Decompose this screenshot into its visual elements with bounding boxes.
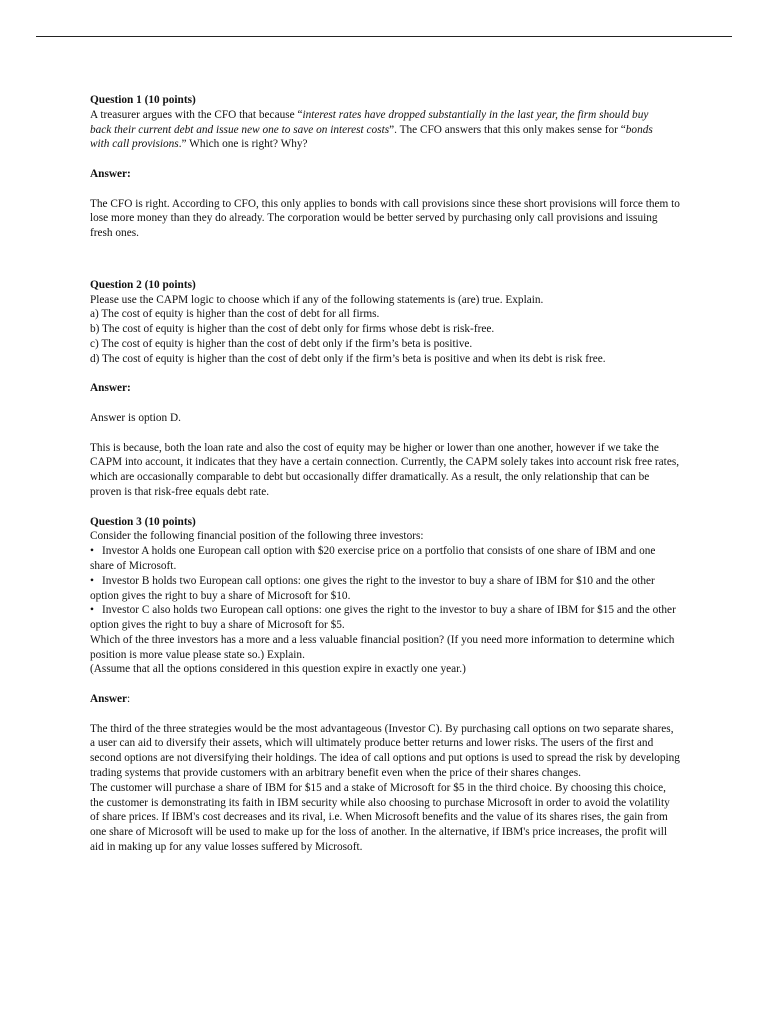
question-3 (90, 515, 680, 855)
bullet-text: Investor C also holds two European call options: one gives the right to the investor to buy a share of IBM for $15 and the other option gives the right to buy a share of Microsoft for $5. (90, 604, 676, 632)
question-3-answer-paragraph-1: The third of the three strategies would be the most advantageous (Investor C). By purchasing call options on two separate shares, a user can aid to diversify their assets, which will ultimately produce better returns and lower risks. The users of the first and second options are not diversifying their holdings. The idea of call options and put options is used to spread the risk by developing trading systems that provide customers with an arbitrary benefit even when the price of their shares changes. (90, 722, 680, 780)
question-3-bullet-a (90, 544, 680, 574)
question-1-answer-label: Answer: (90, 167, 131, 180)
document-body (90, 93, 680, 855)
q1-line3-italic: bonds (625, 123, 653, 136)
q1-line1-italic: interest rates have dropped substantially in the last year, the firm should buy (302, 108, 649, 121)
bullet-text: Investor B holds two European call options: one gives the right to the investor to buy a share of IBM for $10 and the other option gives the right to buy a share of Microsoft for $10. (90, 574, 655, 602)
bullet-icon: • (90, 574, 94, 587)
q1-line1-pre: A treasurer argues with the CFO that because “ (90, 108, 303, 121)
question-2-intro: Please use the CAPM logic to choose which if any of the following statements is (are) true. Explain. (90, 293, 544, 306)
question-2-option-c: c) The cost of equity is higher than the cost of debt only if the firm’s beta is positive. (90, 337, 473, 350)
q1-line4-italic: with call provisions (90, 138, 179, 151)
question-3-question: Which of the three investors has a more and a less valuable financial position? (If you need more information to determine which position is more value please state so.) Explain. (90, 633, 675, 661)
question-1-answer: The CFO is right. According to CFO, this only applies to bonds with call provisions since these short provisions will force them to lose more money than they do already. The corporation would be better served by purchasing only call provisions and issuing fresh ones. (90, 197, 680, 240)
q1-line2-italic: back their current debt and issue new one to save on interest costs (90, 123, 390, 136)
question-3-bullet-b (90, 574, 680, 604)
question-2 (90, 278, 680, 500)
q1-line2-post: ”. The CFO answers that this only makes sense for “ (389, 123, 626, 136)
question-2-option-a: a) The cost of equity is higher than the cost of debt for all firms. (90, 308, 380, 321)
bullet-icon: • (90, 545, 94, 558)
question-2-answer-label: Answer: (90, 382, 131, 395)
question-3-assumption: (Assume that all the options considered in this question expire in exactly one year.) (90, 663, 466, 676)
question-2-heading: Question 2 (10 points) (90, 278, 196, 291)
header-rule (36, 36, 732, 37)
bullet-icon: • (90, 604, 94, 617)
q1-line4-post: .” Which one is right? Why? (178, 138, 308, 151)
question-1 (90, 93, 680, 241)
question-3-intro: Consider the following financial position of the following three investors: (90, 530, 424, 543)
bullet-text: Investor A holds one European call option with $20 exercise price on a portfolio that consists of one share of IBM and one share of Microsoft. (90, 545, 656, 572)
question-1-heading: Question 1 (10 points) (90, 94, 196, 106)
answer-label-text: Answer (90, 693, 128, 706)
question-2-option-d: d) The cost of equity is higher than the cost of debt only if the firm’s beta is positive and when its debt is risk free. (90, 352, 606, 365)
answer-label-colon: : (127, 693, 131, 706)
question-2-answer-line: Answer is option D. (90, 411, 181, 424)
question-1-text (90, 108, 680, 152)
question-3-answer-paragraph-2: The customer will purchase a share of IBM for $15 and a stake of Microsoft for $5 in the third choice. By choosing this choice, the customer is demonstrating its faith in IBM security while also choosing to purchase Microsoft in order to avoid the volatility of share prices. If IBM's cost decreases and its rival, i.e. When Microsoft benefits and the value of its shares rises, the gain from one share of Microsoft will be used to make up for the loss of another. In the alternative, if IBM's price increases, the profit will aid in making up for any value losses suffered by Microsoft. (90, 781, 670, 854)
question-3-heading: Question 3 (10 points) (90, 515, 196, 528)
question-2-option-b: b) The cost of equity is higher than the cost of debt only for firms whose debt is risk-free. (90, 323, 495, 336)
question-3-answer-label (90, 692, 680, 707)
question-3-bullet-c (90, 603, 680, 633)
question-2-answer: This is because, both the loan rate and also the cost of equity may be higher or lower than one another, however if we take the CAPM into account, it indicates that they have a certain connection. Currently, the CAPM solely takes into account risk free rates, which are occasionally comparable to debt but occasionally differ dramatically. As a result, the only relationship that can be proven is that risk-free equals debt rate. (90, 441, 680, 498)
